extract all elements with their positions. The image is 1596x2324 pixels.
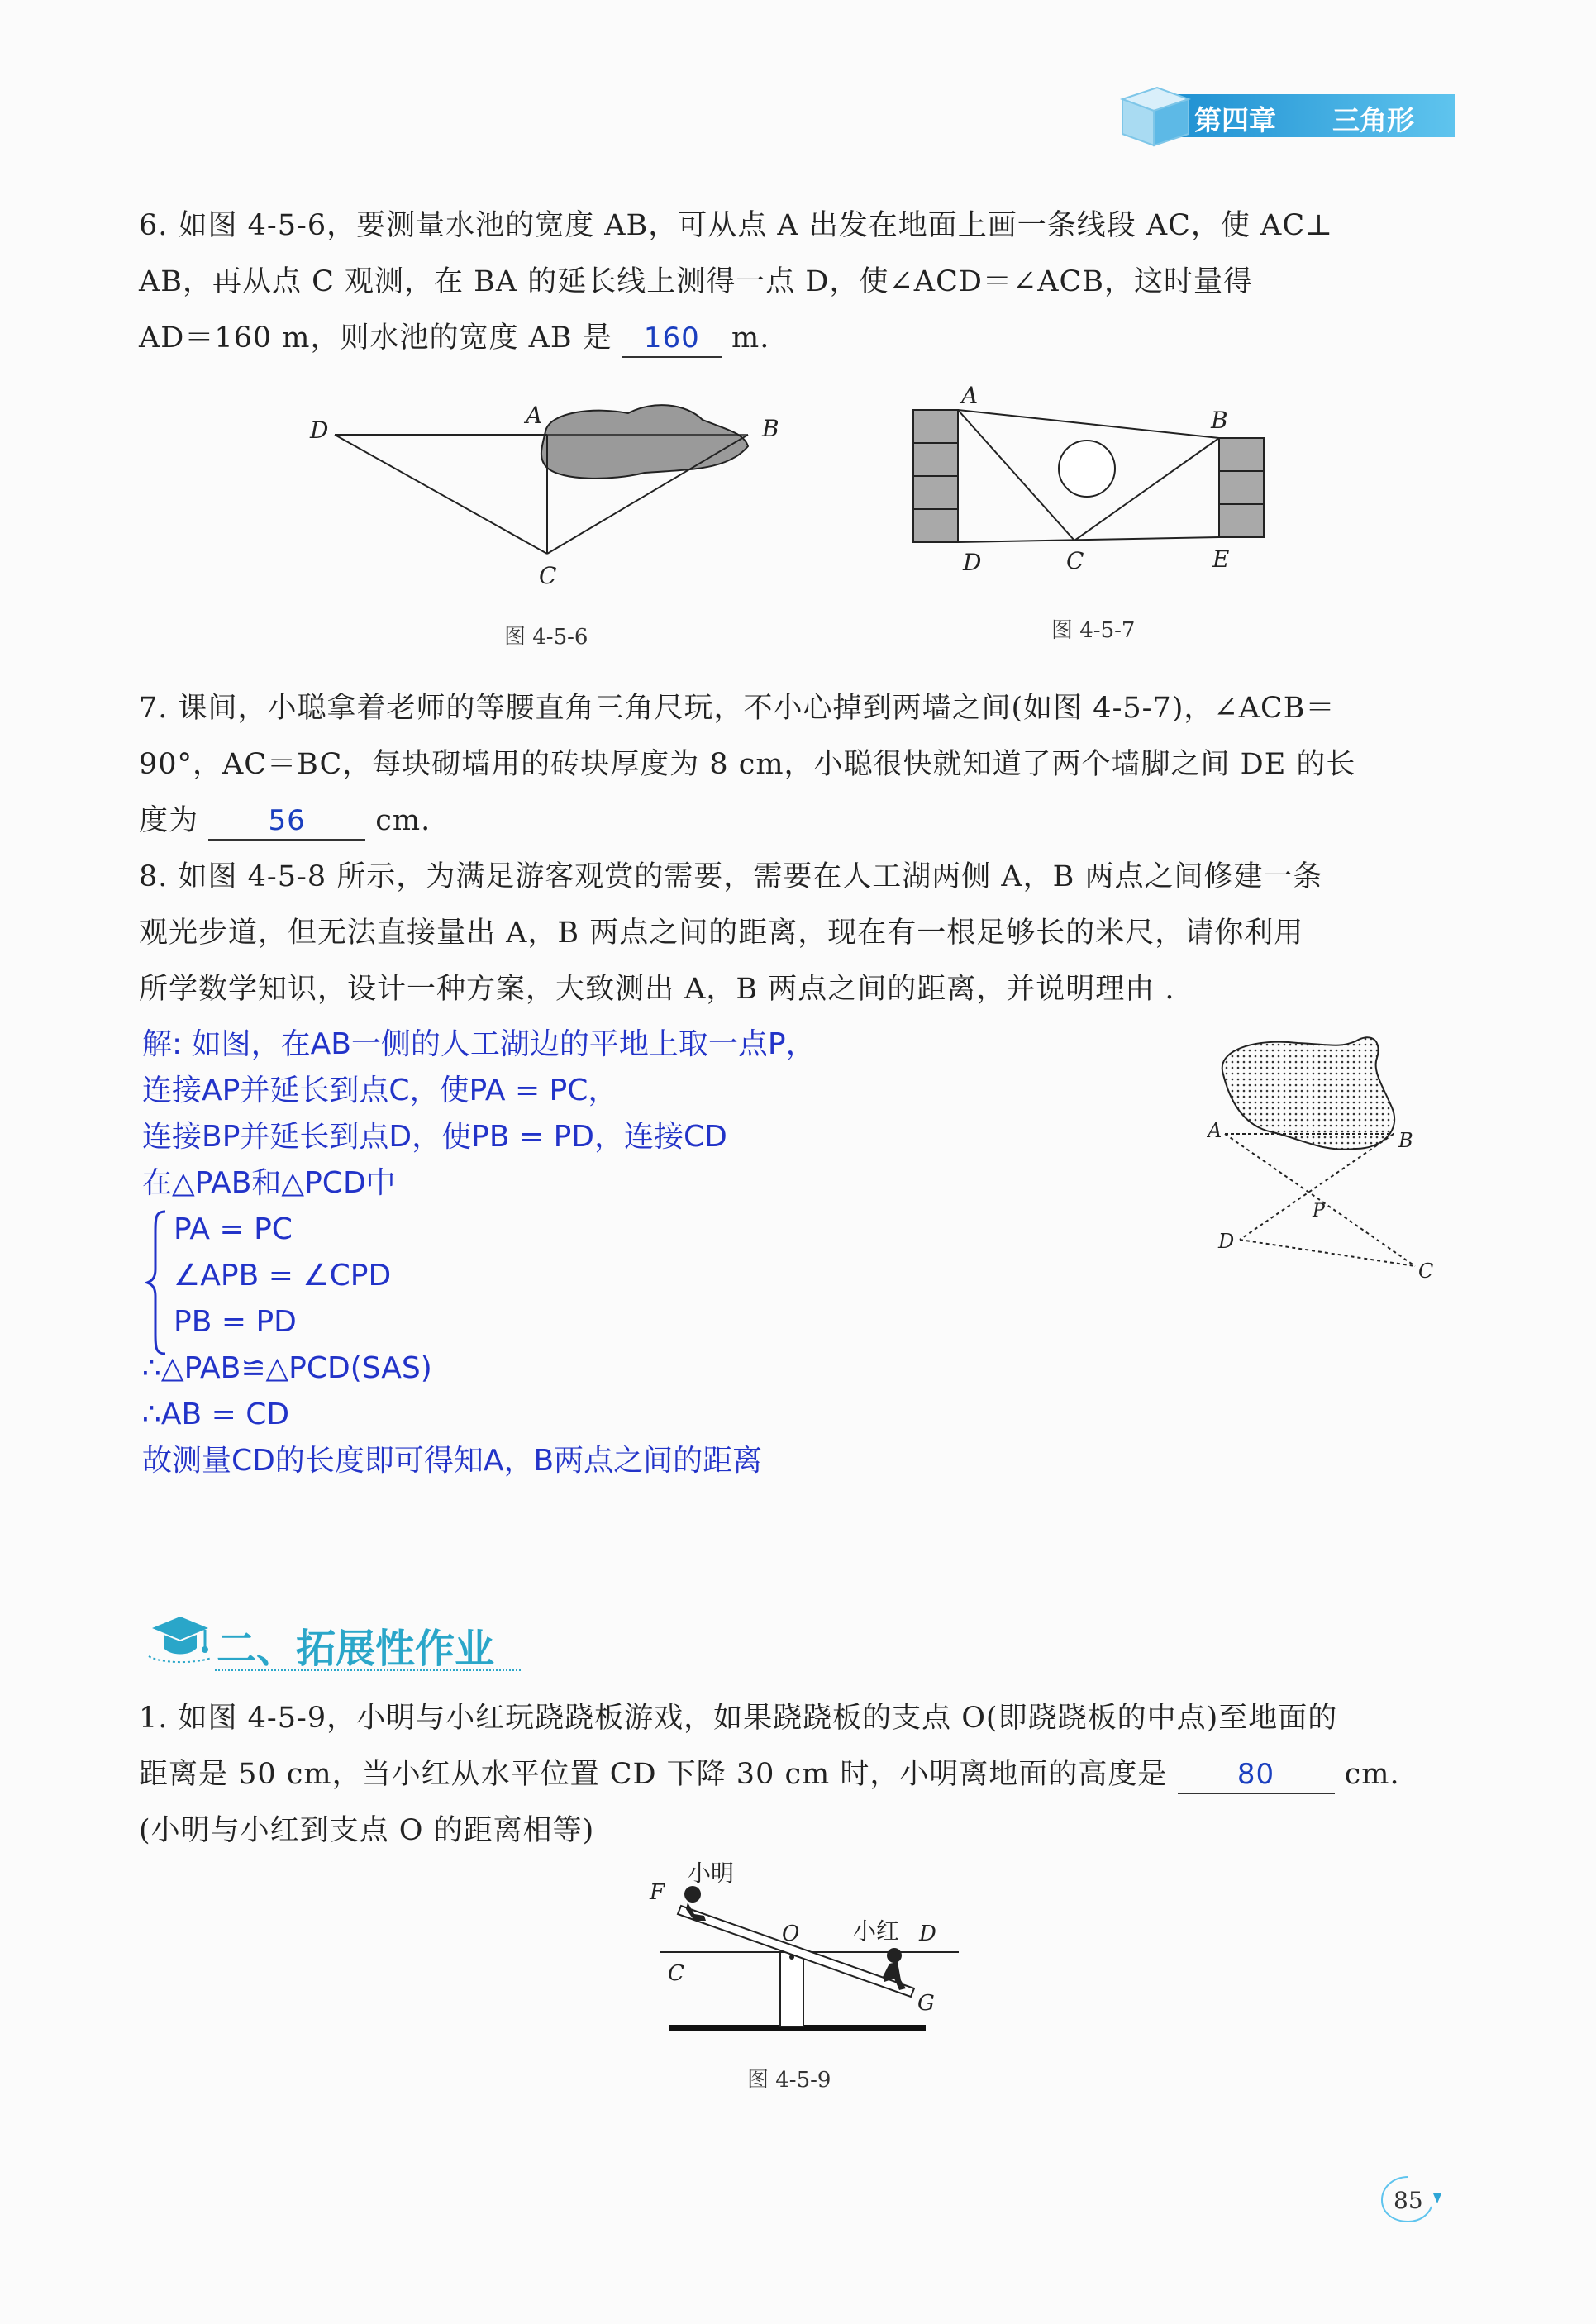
segment-AC [958, 410, 1074, 541]
segment-DC [335, 435, 547, 554]
q7-line2: 90°，AC＝BC，每块砌墙用的砖块厚度为 8 cm，小聪很快就知道了两个墙脚之间 DE 的长 [139, 748, 1356, 781]
section-title: 二、拓展性作业 [217, 1626, 495, 1672]
figure-4-5-6 [298, 388, 793, 595]
solution-line-6: ∠APB = ∠CPD [174, 1259, 392, 1293]
left-wall [913, 410, 958, 542]
q6-line3 [139, 309, 769, 367]
label-B: B [1398, 1129, 1413, 1152]
segment-BD [1240, 1134, 1394, 1240]
q8-line2: 观光步道，但无法直接量出 A，B 两点之间的距离，现在有一根足够长的米尺，请你利用 [139, 917, 1304, 950]
section-underline [215, 1668, 521, 1671]
q7-line3 [139, 792, 431, 850]
caption-4-5-7: 图 4-5-7 [1051, 618, 1136, 643]
label-D: D [963, 549, 982, 576]
label-C: C [1066, 547, 1084, 574]
solution-line-7: PB = PD [174, 1305, 297, 1339]
solution-line-10: 故测量CD的长度即可得知A，B两点之间的距离 [142, 1444, 763, 1478]
segment-DC [1240, 1240, 1415, 1266]
label-C: C [1418, 1260, 1434, 1283]
pivot-support [780, 1952, 803, 2026]
e1-answer: 80 [1236, 1758, 1275, 1791]
e1-line1: 1. 如图 4-5-9，小明与小红玩跷跷板游戏，如果跷跷板的支点 O(即跷跷板的中点)至地面的 [139, 1702, 1338, 1735]
label-G: G [917, 1991, 935, 2016]
segment-DE [958, 537, 1219, 542]
solution-line-3: 连接BP并延长到点D，使PB = PD，连接CD [142, 1120, 727, 1154]
label-D: D [919, 1922, 936, 1946]
chapter-number: 第四章 [1194, 104, 1276, 136]
lake-shape [1222, 1037, 1394, 1149]
label-xiaoming: 小明 [688, 1860, 735, 1887]
caption-4-5-6: 图 4-5-6 [504, 625, 588, 650]
pond-shape [541, 405, 748, 479]
chapter-title: 三角形 [1332, 104, 1414, 136]
label-xiaohong: 小红 [853, 1917, 900, 1945]
label-A: A [961, 382, 979, 409]
pivot-O [789, 1955, 794, 1960]
label-P: P [1313, 1201, 1325, 1222]
q8-line3: 所学数学知识，设计一种方案，大致测出 A，B 两点之间的距离，并说明理由 . [139, 973, 1175, 1006]
q6-line3-text: AD＝160 m，则水池的宽度 AB 是 [139, 321, 612, 355]
solution-line-4: 在△PAB和△PCD中 [142, 1166, 396, 1200]
label-F: F [650, 1880, 665, 1905]
solution-line-1: 解: 如图，在AB一侧的人工湖边的平地上取一点P， [142, 1027, 816, 1061]
e1-answer-blank[interactable] [1178, 1756, 1335, 1794]
q8-line1: 8. 如图 4-5-8 所示，为满足游客观赏的需要，需要在人工湖两侧 A，B 两点之间修建一条 [139, 860, 1323, 893]
label-C: C [668, 1961, 684, 1986]
page-number: 85 [1394, 2187, 1423, 2214]
label-D: D [1218, 1230, 1235, 1253]
figure-4-5-7 [897, 380, 1327, 595]
label-E: E [1212, 545, 1230, 573]
segment-AB [958, 410, 1219, 438]
q7-unit: cm. [375, 804, 431, 837]
q6-unit: m. [731, 321, 770, 355]
system-brace [145, 1208, 170, 1357]
label-B: B [1211, 407, 1228, 434]
caption-4-5-9: 图 4-5-9 [747, 2068, 831, 2093]
solution-line-8: ∴△PAB≌△PCD(SAS) [142, 1351, 432, 1385]
solution-line-5: PA = PC [174, 1212, 293, 1246]
label-A: A [526, 402, 543, 429]
solution-line-9: ∴AB = CD [142, 1398, 290, 1431]
label-B: B [762, 415, 779, 442]
figure-4-5-9 [645, 1856, 1008, 2063]
q7-line3-text: 度为 [139, 804, 199, 837]
chapter-header [1116, 83, 1455, 149]
figure-4-5-8 [1207, 1025, 1471, 1289]
q7-answer-blank[interactable] [208, 802, 365, 841]
segment-AC [1225, 1134, 1415, 1266]
q7-answer: 56 [268, 804, 306, 837]
graduation-cap-icon [147, 1610, 213, 1668]
e1-line2-text: 距离是 50 cm，当小红从水平位置 CD 下降 30 cm 时，小明离地面的高度是 [139, 1758, 1168, 1791]
right-wall [1219, 438, 1264, 537]
e1-line3: (小明与小红到支点 O 的距离相等) [139, 1814, 595, 1847]
label-C: C [539, 562, 557, 589]
label-O: O [782, 1922, 800, 1946]
q6-answer-blank[interactable] [622, 320, 722, 358]
label-A: A [1208, 1119, 1222, 1142]
label-D: D [310, 417, 329, 444]
e1-unit: cm. [1344, 1758, 1400, 1791]
q6-answer: 160 [643, 321, 700, 355]
q6-line2: AB，再从点 C 观测，在 BA 的延长线上测得一点 D，使∠ACD＝∠ACB，这时量得 [139, 265, 1254, 298]
solution-line-2: 连接AP并延长到点C，使PA = PC， [142, 1074, 618, 1107]
q7-line1: 7. 课间，小聪拿着老师的等腰直角三角尺玩，不小心掉到两墙之间(如图 4-5-7)，∠ACB＝ [139, 692, 1336, 725]
q6-line1: 6. 如图 4-5-6，要测量水池的宽度 AB，可从点 A 出发在地面上画一条线段 AC，使 AC⊥ [139, 209, 1334, 242]
triangle-hole [1059, 441, 1115, 497]
e1-line2 [139, 1745, 1400, 1803]
